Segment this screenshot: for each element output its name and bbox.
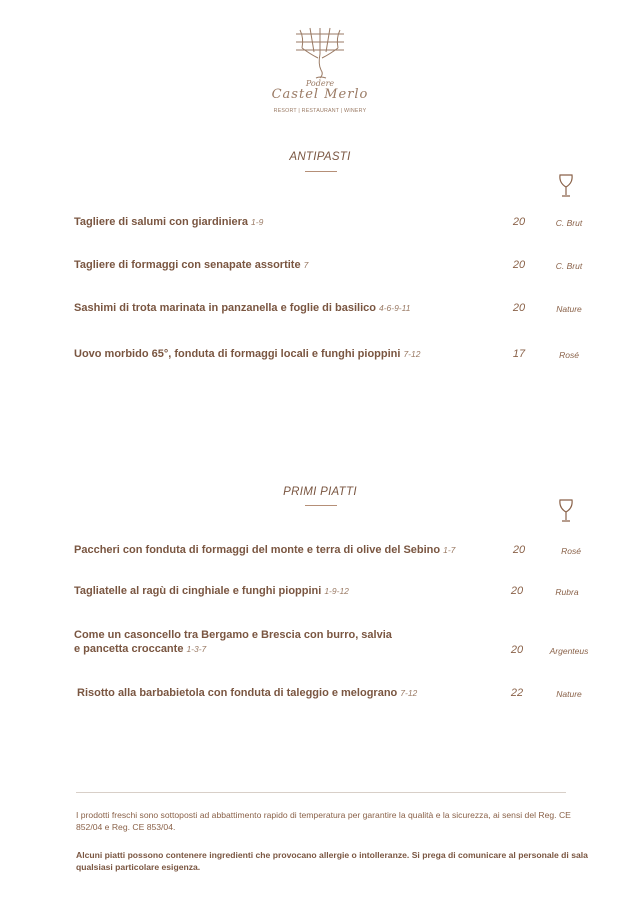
haccp-note: I prodotti freschi sono sottoposti ad abbattimento rapido di temperatura per garantire la qualità e la sicurezza, ai sensi del Reg. CE 852/04 e Reg. CE 853/04.	[76, 810, 571, 832]
wine-pairing: Nature	[556, 304, 582, 314]
dish-name: Tagliere di formaggi con senapate assortite 7	[74, 259, 309, 271]
dish-name: e pancetta croccante 1-3-7	[74, 643, 207, 655]
wine-pairing: Rosé	[561, 546, 581, 556]
price: 20	[512, 259, 526, 271]
section-title-antipasti: ANTIPASTI	[289, 151, 351, 163]
price: 20	[512, 216, 526, 228]
price: 20	[512, 302, 526, 314]
logo-name: Castel Merlo	[271, 87, 369, 102]
price: 20	[512, 544, 526, 556]
dish-name: Sashimi di trota marinata in panzanella e foglie di basilico 4-6-9-11	[74, 302, 411, 314]
allergens: 1-3-7	[186, 644, 207, 654]
wine-glass-icon	[557, 174, 575, 198]
wine-glass-icon	[557, 499, 575, 523]
wine-pairing: C. Brut	[555, 261, 583, 271]
allergy-note: Alcuni piatti possono contenere ingredienti che provocano allergie o intolleranze. Si prega di comunicare al personale di sala qualsiasi particolare esigenza.	[76, 850, 588, 872]
dish-name: Come un casoncello tra Bergamo e Brescia con burro, salvia	[74, 629, 392, 641]
wine-pairing: Nature	[556, 689, 582, 699]
allergens: 4-6-9-11	[378, 303, 411, 313]
title-divider	[305, 505, 337, 506]
dish-name: Risotto alla barbabietola con fonduta di taleggio e melograno 7-12	[77, 687, 418, 699]
dish-name: Uovo morbido 65°, fonduta di formaggi locali e funghi pioppini 7-12	[74, 348, 421, 360]
price: 17	[512, 348, 526, 360]
dish-name: Paccheri con fonduta di formaggi del monte e terra di olive del Sebino 1-7	[74, 544, 456, 556]
allergens: 7-12	[403, 349, 421, 359]
wine-pairing: C. Brut	[555, 218, 583, 228]
allergens: 7-12	[400, 688, 418, 698]
dish-name: Tagliere di salumi con giardiniera 1-9	[74, 216, 264, 228]
wine-pairing: Rosé	[559, 350, 579, 360]
price: 22	[510, 687, 524, 699]
price: 20	[510, 644, 524, 656]
logo	[270, 24, 370, 120]
logo-tagline: RESORT | RESTAURANT | WINERY	[273, 108, 367, 114]
footer-divider	[76, 792, 566, 793]
allergens: 7	[303, 260, 309, 270]
vine-tree-icon	[290, 24, 350, 80]
allergens: 1-9-12	[324, 586, 349, 596]
price: 20	[510, 585, 524, 597]
allergens: 1-9	[251, 217, 264, 227]
dish-name: Tagliatelle al ragù di cinghiale e funghi pioppini 1-9-12	[74, 585, 349, 597]
wine-pairing: Rubra	[555, 587, 579, 597]
section-title-primi-piatti: PRIMI PIATTI	[283, 486, 357, 498]
allergens: 1-7	[443, 545, 456, 555]
wine-pairing: Argenteus	[549, 646, 589, 656]
title-divider	[305, 171, 337, 172]
logo-podere: Podere	[305, 79, 335, 88]
